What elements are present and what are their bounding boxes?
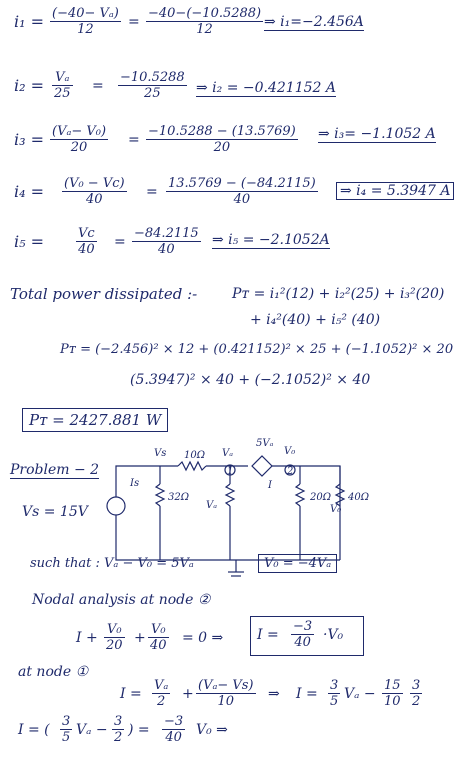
vo-node-label: V₀ <box>284 446 296 457</box>
resistor-10-icon <box>178 462 206 470</box>
i5-frac2: $\frac{-84.2115}{40}$ <box>134 226 199 257</box>
voltage-source-icon <box>107 497 125 515</box>
source-label: Vs = 15V <box>22 504 88 520</box>
such-that-result: V₀ = −4Vₐ <box>258 554 337 573</box>
power-label: Total power dissipated :- <box>10 285 198 303</box>
i4-frac1: $\frac{\text{(V₀ − Vc)}}{40}$ <box>64 176 125 207</box>
i3-result: ⇒ i₃= −1.1052 A <box>318 126 436 142</box>
nodal-heading: Nodal analysis at node ② <box>32 592 211 608</box>
i3-frac1: $\frac{\text{(Vₐ− V₀)}}{20}$ <box>52 124 107 155</box>
i1-lhs: i₁ = <box>14 12 45 31</box>
power-line-4: (5.3947)² × 40 + (−2.1052)² × 40 <box>130 372 371 388</box>
power-line-2: + i₄²(40) + i₅² (40) <box>250 312 381 328</box>
at-node-heading: at node ① <box>18 664 89 680</box>
dep-source-label: 5Vₐ <box>256 438 274 449</box>
i2-result: ⇒ i₂ = −0.421152 A <box>196 80 336 96</box>
is-label: Is <box>130 478 140 489</box>
i5-frac1: $\frac{Vc}{40}$ <box>78 226 95 257</box>
i4-result: ⇒ i₄ = 5.3947 A <box>336 182 454 200</box>
resistor-32-icon <box>156 484 164 506</box>
i1-frac2: $\frac{-40-(-10.5288)}{12}$ <box>148 6 262 37</box>
va-label: Vₐ <box>206 500 217 511</box>
i2-frac2: $\frac{-10.5288}{25}$ <box>120 70 185 101</box>
problem-title: Problem − 2 <box>10 462 100 478</box>
node1-label: 1 <box>227 466 234 477</box>
i3-frac2: $\frac{-10.5288 - (13.5769)}{20}$ <box>148 124 296 155</box>
r1-label: 10Ω <box>184 450 206 461</box>
r2-label: 32Ω <box>168 492 190 503</box>
power-result-box: Pᴛ = 2427.881 W <box>22 408 168 432</box>
resistor-va-icon <box>226 484 234 506</box>
i1-result: ⇒ i₁=−2.456A <box>264 14 364 30</box>
i1-frac1: $\frac{\text{(−40− Vₐ)}}{12}$ <box>52 6 119 37</box>
r4-label: 40Ω <box>348 492 370 503</box>
such-that-eq: such that : Vₐ − V₀ = 5Vₐ <box>30 556 194 571</box>
power-line-1: Pᴛ = i₁²(12) + i₂²(25) + i₃²(20) <box>232 286 445 302</box>
va-node-label: Vₐ <box>222 448 233 459</box>
r3-label: 20Ω <box>310 492 332 503</box>
handwritten-page: i₁ = $\frac{\text{(−40− Vₐ)}}{12}$ = $\frac{-40-(-10.5288)}{12}$ ⇒ i₁=−2.456A i₂ = $\frac{\text{Vₐ}}{25}$ = $\frac{-10.5288}{25}$ ⇒ i₂ = −0.421152 A i₃ = $\frac{\text{(Vₐ− V₀)}}{20}$ = $\frac{-10.5288 - (13.5769)}{20}$ ⇒ i₃= −1.1052 A i₄ = $\frac{\text{(V₀ − Vc)}}{40}$ = $\frac{13.5769 - (-84.2115)}{40}$ ⇒ i₄ = 5.3947 A i₅ = $\frac{Vc}{40}$ = $\frac{-84.2115}{40}$ ⇒ i₅ = −2.1052A Total power dissipated :- Pᴛ = i₁²(12) + i₂²(25) + i₃²(20) + i₄²(40) + i₅² (40) Pᴛ = (−2.456)² × 12 + (0.421152)² × 25 + (−1.1052)² × 20 (5.3947)² × 40 + (−2.1052)² × 40 Pᴛ = 2427.881 W Problem − 2 Vs = 15V Vs 10Ω Vₐ 5Vₐ V₀ 32Ω Vₐ 20Ω V₀ Is I 1 2 40Ω such that : Vₐ − V₀ = 5Vₐ V₀ = −4Vₐ Nodal analysis at node ② I + $\frac{\text{V₀}}{20}$ + $\frac{\text{V₀}}{40}$ = 0 ⇒ I = $\frac{-3}{40}$ ·V₀ at node ① I = $\frac{\text{Vₐ}}{2}$ + $\frac{\text{(Vₐ− Vs)}}{10}$ ⇒ I = $\frac{3}{5}$ Vₐ − $\frac{15}{10}$ $\frac{3}{2}$ I = ( $\frac{3}{5}$ Vₐ − $\frac{3}{2}$ ) = $\frac{-3}{40}$ V₀ ⇒ <box>0 0 474 758</box>
node2-label: 2 <box>287 466 294 477</box>
i5-result: ⇒ i₅ = −2.1052A <box>212 232 330 248</box>
i4-frac2: $\frac{13.5769 - (-84.2115)}{40}$ <box>168 176 316 207</box>
resistor-20-icon <box>296 484 304 506</box>
node2-result-box: I = $\frac{-3}{40}$ ·V₀ <box>250 616 364 656</box>
i-label: I <box>268 480 272 491</box>
vo-label: V₀ <box>330 504 342 515</box>
i2-frac1: $\frac{\text{Vₐ}}{25}$ <box>54 70 71 101</box>
vs-node-label: Vs <box>154 448 167 459</box>
dependent-source-icon <box>252 456 272 476</box>
power-line-3: Pᴛ = (−2.456)² × 12 + (0.421152)² × 25 + (−1.1052)² × 20 <box>60 342 454 357</box>
